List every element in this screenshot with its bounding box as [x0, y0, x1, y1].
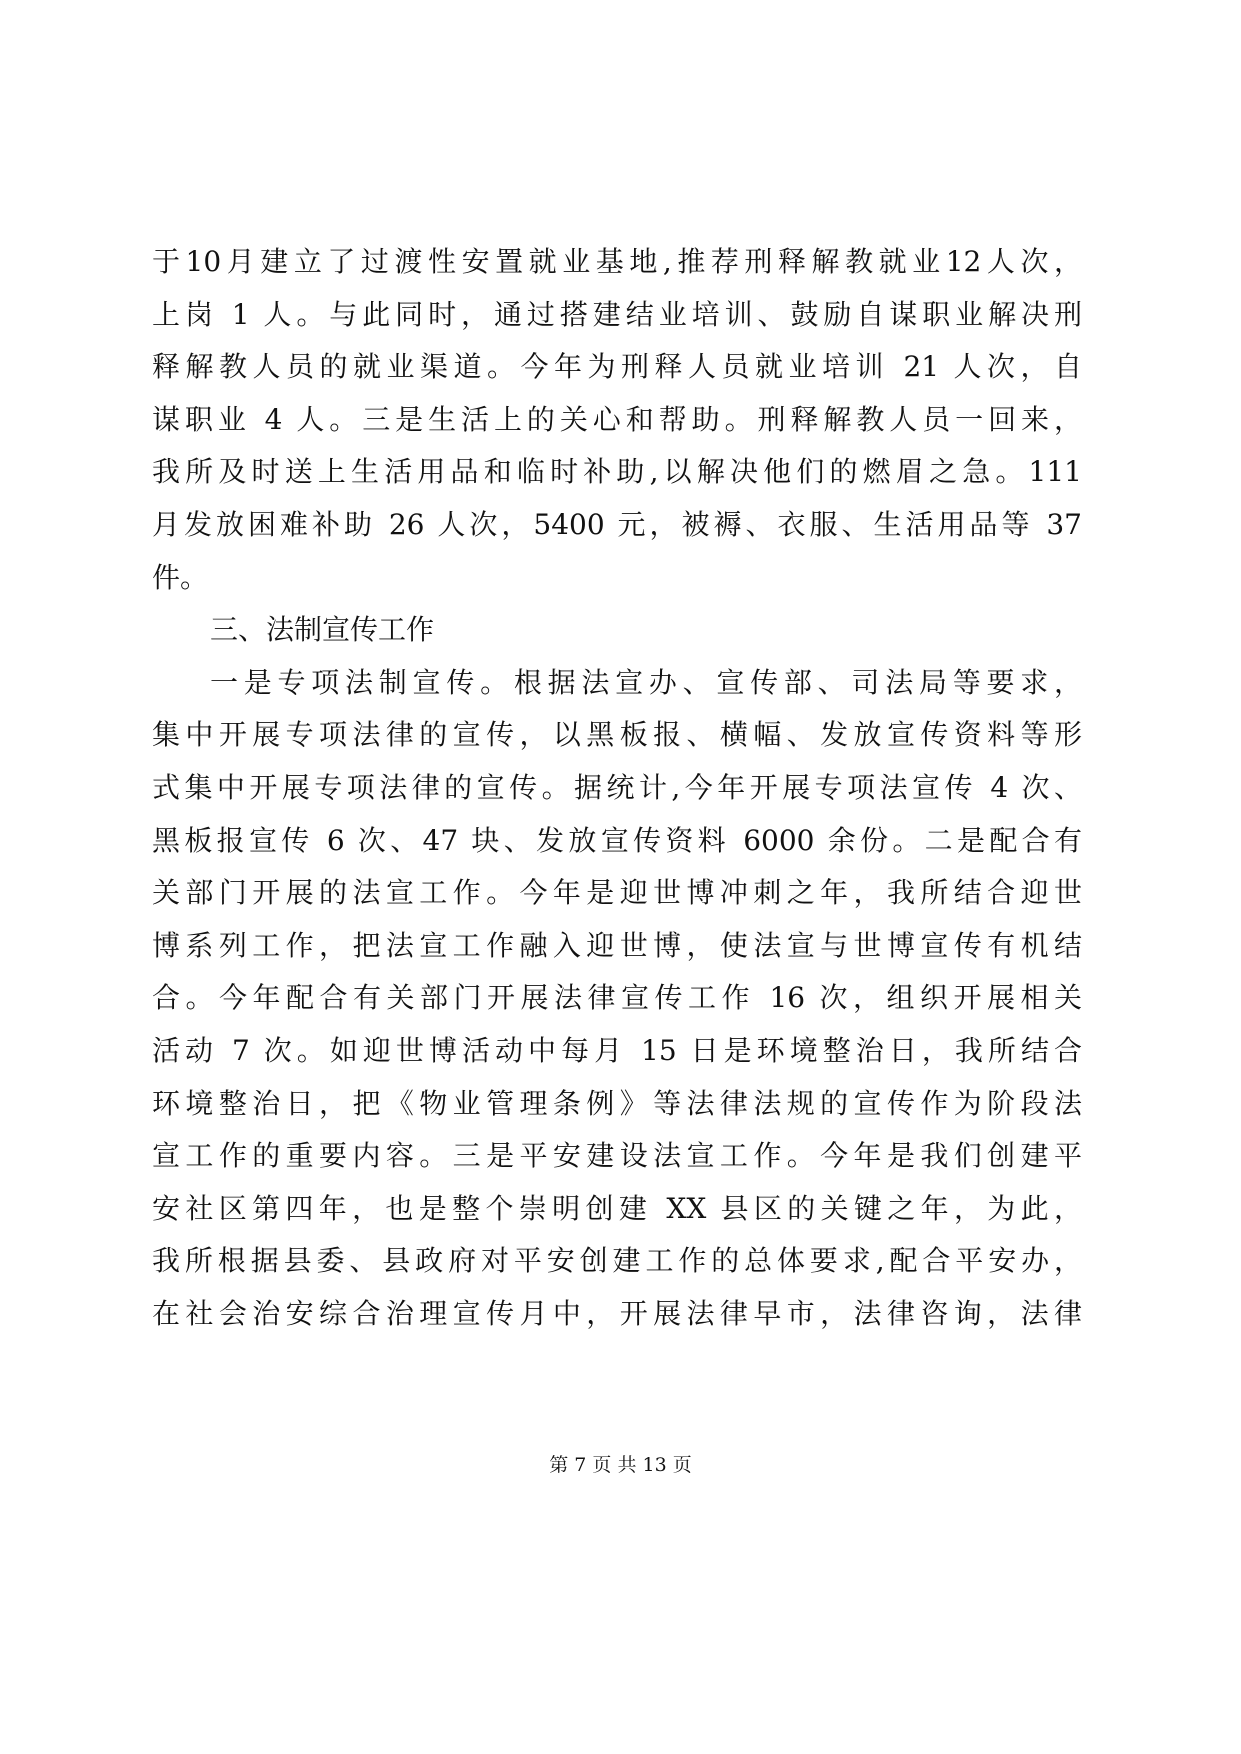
text-line: 活动 7 次。如迎世博活动中每月 15 日是环境整治日，我所结合 [152, 1033, 1082, 1067]
text-line: 黑板报宣传 6 次、47 块、发放宣传资料 6000 余份。二是配合有 [152, 823, 1082, 857]
text-line: 安社区第四年，也是整个崇明创建 XX 县区的关键之年，为此， [152, 1191, 1082, 1225]
text-line: 谋职业 4 人。三是生活上的关心和帮助。刑释解教人员一回来， [152, 402, 1082, 436]
text-line: 关部门开展的法宣工作。今年是迎世博冲刺之年，我所结合迎世 [152, 876, 1082, 910]
text-line: 环境整治日，把《物业管理条例》等法律法规的宣传作为阶段法 [152, 1086, 1082, 1120]
document-body [152, 236, 1082, 1340]
text-line: 博系列工作，把法宣工作融入迎世博，使法宣与世博宣传有机结 [152, 928, 1082, 962]
text-line: 式集中开展专项法律的宣传。据统计,今年开展专项法宣传 4 次、 [152, 770, 1082, 804]
text-line: 件。 [152, 560, 209, 594]
text-line: 在社会治安综合治理宣传月中，开展法律早市，法律咨询，法律 [152, 1296, 1082, 1330]
text-line: 我所及时送上生活用品和临时补助,以解决他们的燃眉之急。111 [152, 455, 1082, 489]
text-line: 我所根据县委、县政府对平安创建工作的总体要求,配合平安办， [152, 1244, 1082, 1278]
page-number: 第 7 页 共 13 页 [549, 1454, 692, 1476]
text-line: 于10月建立了过渡性安置就业基地,推荐刑释解教就业12人次， [152, 245, 1082, 278]
section-heading: 三、法制宣传工作 [210, 613, 435, 647]
text-line: 集中开展专项法律的宣传，以黑板报、横幅、发放宣传资料等形 [152, 718, 1082, 752]
text-line: 合。今年配合有关部门开展法律宣传工作 16 次，组织开展相关 [152, 981, 1082, 1015]
text-line: 一是专项法制宣传。根据法宣办、宣传部、司法局等要求， [210, 665, 1082, 699]
text-line: 宣工作的重要内容。三是平安建设法宣工作。今年是我们创建平 [152, 1139, 1082, 1173]
text-line: 释解教人员的就业渠道。今年为刑释人员就业培训 21 人次，自 [152, 350, 1082, 384]
text-line: 月发放困难补助 26 人次，5400 元，被褥、衣服、生活用品等 37 [152, 507, 1082, 541]
text-line: 上岗 1 人。与此同时，通过搭建结业培训、鼓励自谋职业解决刑 [152, 297, 1082, 331]
